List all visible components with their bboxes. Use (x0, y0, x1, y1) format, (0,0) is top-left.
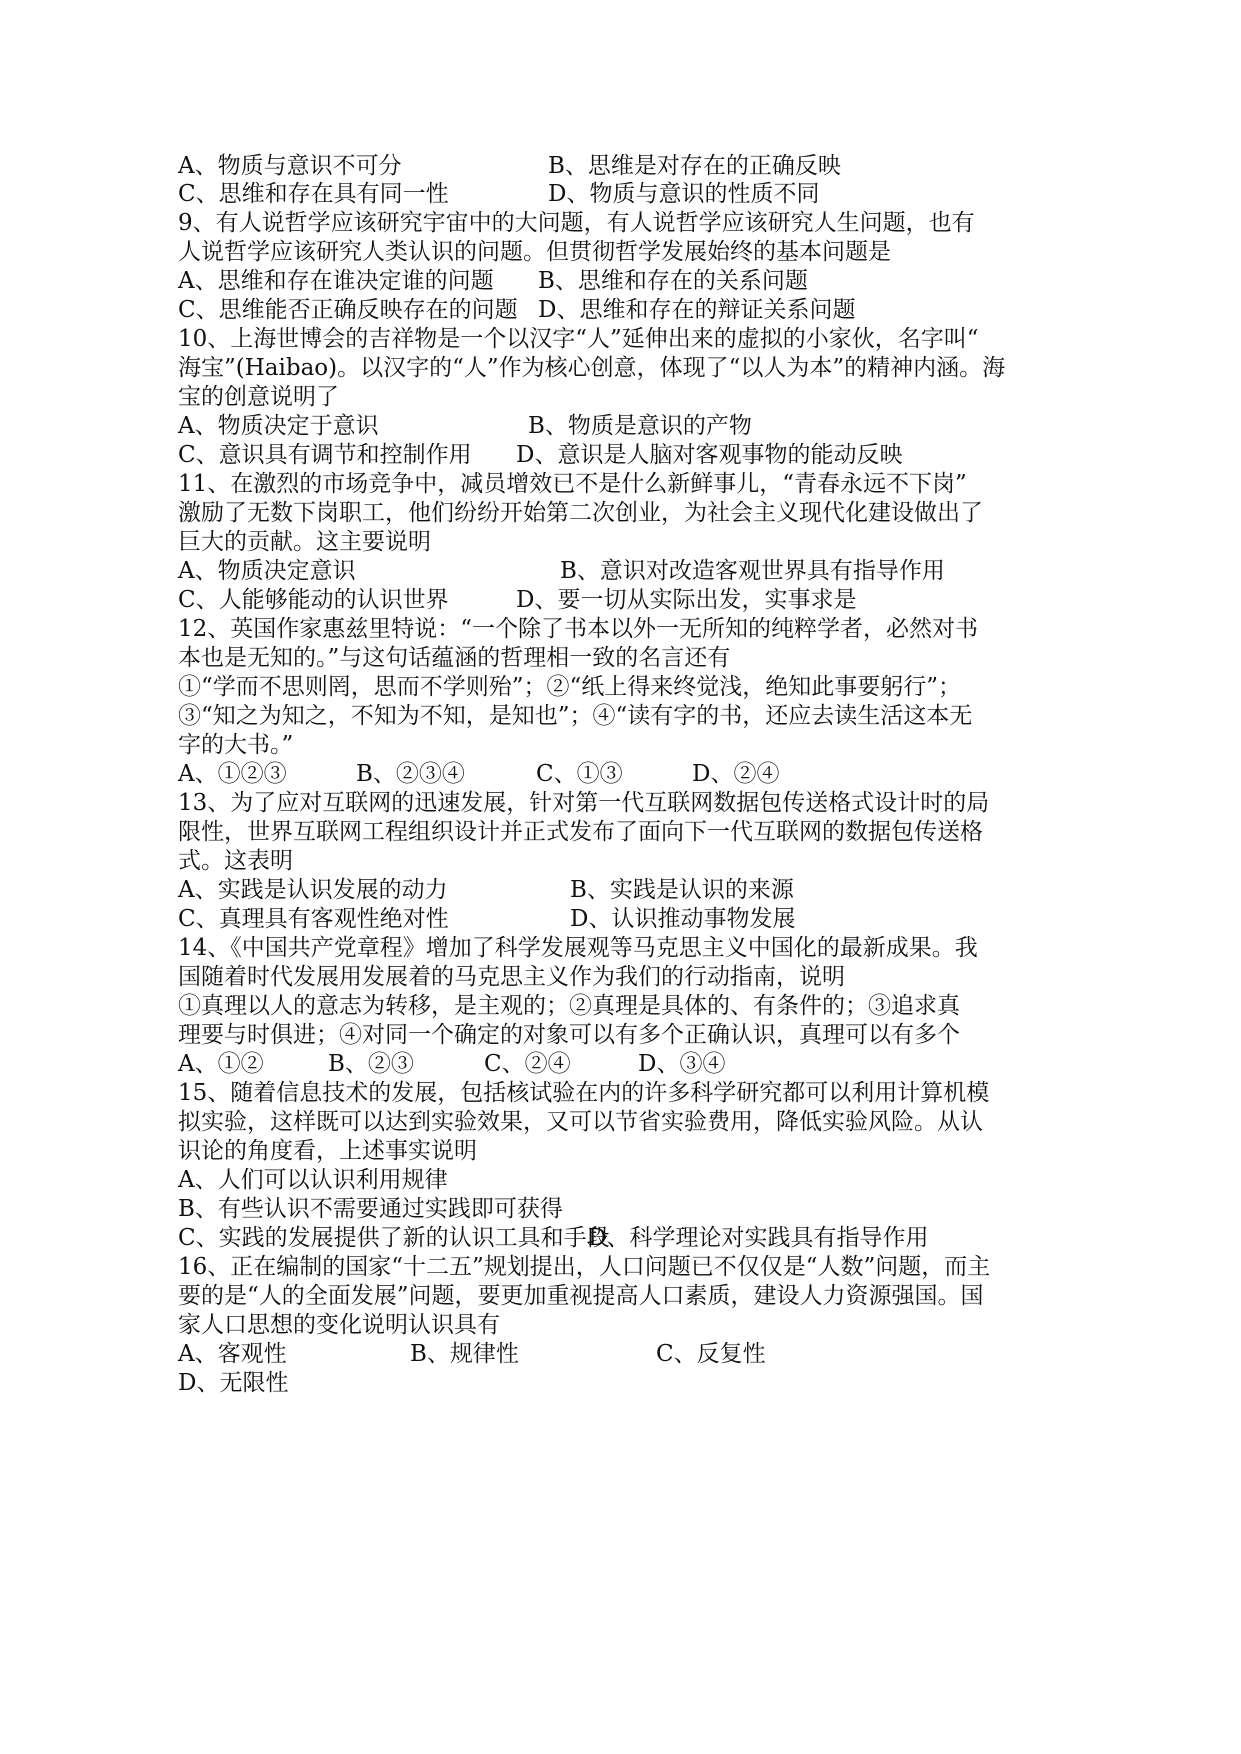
text-segment: 10、上海世博会的吉祥物是一个以汉字“人”延伸出来的虚拟的小家伙，名字叫“ (178, 326, 979, 352)
text-segment: ③“知之为知之，不知为不知，是知也”；④“读有字的书，还应去读生活这本无 (178, 703, 973, 729)
text-segment: D、②④ (692, 761, 780, 787)
text-segment: A、客观性 (178, 1341, 287, 1367)
text-segment: A、人们可以认识利用规律 (178, 1167, 448, 1193)
text-segment: ①“学而不思则罔，思而不学则殆”；②“纸上得来终觉浅，绝知此事要躬行”； (178, 674, 962, 700)
text-segment: D、③④ (638, 1051, 726, 1077)
text-segment: D、物质与意识的性质不同 (548, 181, 820, 207)
text-segment: 宝的创意说明了 (178, 384, 339, 410)
text-segment: A、物质决定于意识 (178, 413, 379, 439)
text-segment: 字的大书。” (178, 732, 294, 758)
text-segment: B、②③ (328, 1051, 414, 1077)
text-segment: D、无限性 (178, 1370, 289, 1396)
text-segment: 要的是“人的全面发展”问题，要更加重视提高人口素质，建设人力资源强国。国 (178, 1283, 984, 1309)
text-segment: A、①② (178, 1051, 264, 1077)
text-segment: C、真理具有客观性绝对性 (178, 906, 449, 932)
text-segment: D、意识是人脑对客观事物的能动反映 (516, 442, 903, 468)
text-segment: 本也是无知的。”与这句话蕴涵的哲理相一致的名言还有 (178, 645, 731, 671)
text-segment: 限性，世界互联网工程组织设计并正式发布了面向下一代互联网的数据包传送格 (178, 819, 983, 845)
text-segment: B、有些认识不需要通过实践即可获得 (178, 1196, 563, 1222)
text-segment: D、思维和存在的辩证关系问题 (538, 297, 856, 323)
text-segment: C、思维和存在具有同一性 (178, 181, 449, 207)
text-segment: B、物质是意识的产物 (528, 413, 752, 439)
text-segment: 人说哲学应该研究人类认识的问题。但贯彻哲学发展始终的基本问题是 (178, 239, 891, 265)
text-segment: 15、随着信息技术的发展，包括核试验在内的许多科学研究都可以利用计算机模 (178, 1080, 990, 1106)
text-segment: 16、正在编制的国家“十二五”规划提出，人口问题已不仅仅是“人数”问题，而主 (178, 1254, 991, 1280)
text-segment: C、反复性 (656, 1341, 766, 1367)
text-segment: 海宝”(Haibao)。以汉字的“人”作为核心创意，体现了“以人为本”的精神内涵。海 (178, 355, 1006, 381)
text-segment: A、物质与意识不可分 (178, 153, 402, 179)
text-segment: 13、为了应对互联网的迅速发展，针对第一代互联网数据包传送格式设计时的局 (178, 790, 990, 816)
text-segment: A、思维和存在谁决定谁的问题 (178, 268, 494, 294)
text-segment: 11、在激烈的市场竞争中，减员增效已不是什么新鲜事儿，“青春永远不下岗” (178, 471, 967, 497)
text-segment: A、①②③ (178, 761, 287, 787)
text-segment: C、①③ (536, 761, 623, 787)
text-segment: 识论的角度看，上述事实说明 (178, 1138, 477, 1164)
text-segment: A、实践是认识发展的动力 (178, 877, 448, 903)
text-segment: C、②④ (484, 1051, 571, 1077)
text-segment: 激励了无数下岗职工，他们纷纷开始第二次创业，为社会主义现代化建设做出了 (178, 500, 983, 526)
text-segment: 拟实验，这样既可以达到实验效果，又可以节省实验费用，降低实验风险。从认 (178, 1109, 983, 1135)
text-segment: B、思维和存在的关系问题 (538, 268, 808, 294)
text-segment: B、实践是认识的来源 (570, 877, 794, 903)
text-segment: A、物质决定意识 (178, 558, 356, 584)
text-segment: C、意识具有调节和控制作用 (178, 442, 472, 468)
text-segment: 家人口思想的变化说明认识具有 (178, 1312, 500, 1338)
text-segment: D、要一切从实际出发，实事求是 (516, 587, 857, 613)
text-segment: D、认识推动事物发展 (570, 906, 796, 932)
text-segment: B、规律性 (410, 1341, 519, 1367)
text-segment: 14、《中国共产党章程》增加了科学发展观等马克思主义中国化的最新成果。我 (178, 935, 978, 961)
text-segment: C、思维能否正确反映存在的问题 (178, 297, 518, 323)
text-segment: 巨大的贡献。这主要说明 (178, 529, 431, 555)
text-segment: ①真理以人的意志为转移，是主观的；②真理是具体的、有条件的；③追求真 (178, 993, 960, 1019)
text-segment: 理要与时俱进；④对同一个确定的对象可以有多个正确认识，真理可以有多个 (178, 1022, 960, 1048)
text-segment: B、意识对改造客观世界具有指导作用 (560, 558, 945, 584)
text-segment: D、科学理论对实践具有指导作用 (588, 1225, 929, 1251)
text-segment: 式。这表明 (178, 848, 293, 874)
text-segment: 国随着时代发展用发展着的马克思主义作为我们的行动指南，说明 (178, 964, 845, 990)
text-segment: C、实践的发展提供了新的认识工具和手段 (178, 1225, 610, 1251)
text-segment: 9、有人说哲学应该研究宇宙中的大问题，有人说哲学应该研究人生问题，也有 (178, 210, 975, 236)
text-segment: C、人能够能动的认识世界 (178, 587, 449, 613)
text-segment: B、思维是对存在的正确反映 (548, 153, 841, 179)
text-segment: B、②③④ (356, 761, 465, 787)
text-segment: 12、英国作家惠兹里特说：“一个除了书本以外一无所知的纯粹学者，必然对书 (178, 616, 979, 642)
